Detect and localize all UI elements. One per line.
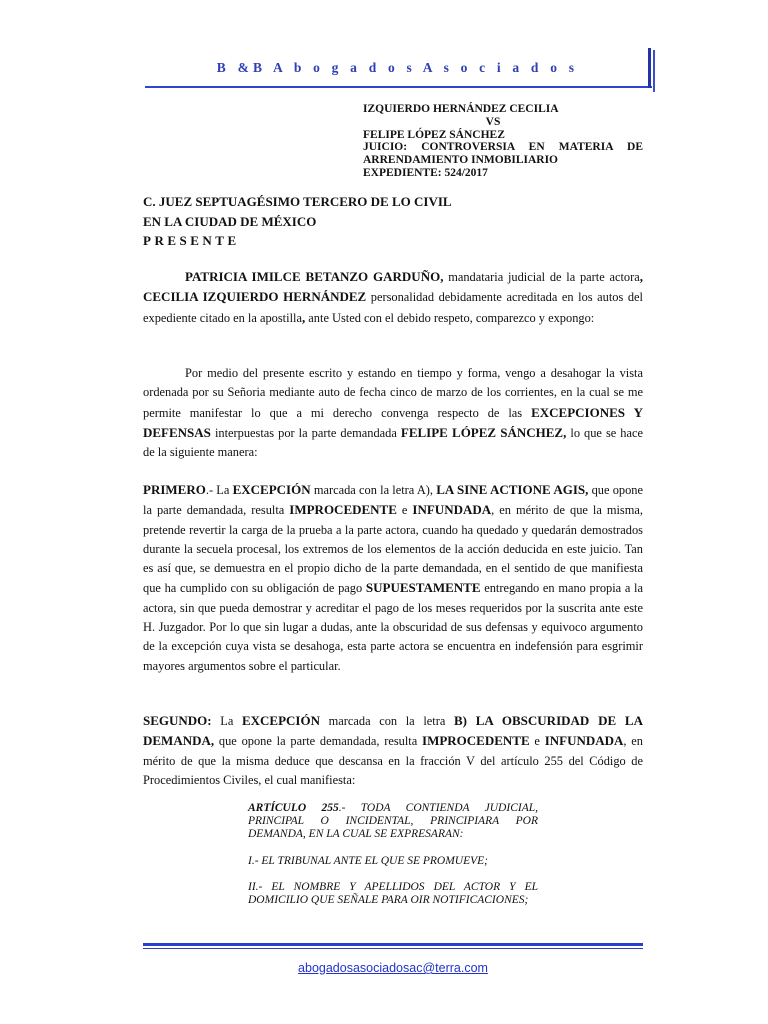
plaintiff-name: , CECILIA IZQUIERDO HERNÁNDEZ bbox=[143, 269, 643, 305]
paragraph-text: mandataria judicial de la parte actora bbox=[443, 270, 640, 284]
footer-rule bbox=[143, 943, 643, 946]
quote-fraction-two: II.- EL NOMBRE Y APELLIDOS DEL ACTOR Y EL DOMICILIO QUE SEÑALE PARA OIR NOTIFICACIONES; bbox=[248, 880, 538, 907]
paragraph-text: entregando en mano propia a la actora, sin que pueda demostrar y acreditar el pago de los meses requeridos por la suscrita ante este H. Juzgador. Por lo que sin lugar a dudas, ante la obscuridad de sus defensas y equivoco argumento de la excepción cuya vista se desahoga, esta parte actora se encuentra en indefensión para esgrimir mayores argumentos sobre el particular. bbox=[143, 581, 643, 673]
paragraph-text: La bbox=[211, 714, 242, 728]
case-file-number: EXPEDIENTE: 524/2017 bbox=[363, 166, 488, 179]
paragraph-second-exception bbox=[143, 711, 643, 790]
quote-spacer bbox=[248, 868, 538, 881]
paragraph-text: marcada con la letra bbox=[319, 714, 454, 728]
firm-name-header: B &B A b o g a d o s A s o c i a d o s bbox=[216, 60, 579, 75]
paragraph-text: , en mérito de que la misma, pretende revertir la carga de la prueba a la parte actora, cuando ha quedado y quedarán demostrados durante la secuela procesal, los extremos de los elementos de la acción deducida en este juicio. Tan es así que, se demuestra en el propio dicho de la parte demandada, en el sentido de que manifiesta que ha cumplido con su obligación de pago bbox=[143, 503, 643, 596]
representative-name: PATRICIA IMILCE BETANZO GARDUÑO, bbox=[185, 269, 444, 284]
paragraph-text: lo que se hace de la siguiente manera: bbox=[143, 425, 643, 460]
quote-fraction-one: I.- EL TRIBUNAL ANTE EL QUE SE PROMUEVE; bbox=[248, 854, 489, 867]
paragraph-text: interpuestas por la parte demandada bbox=[210, 425, 401, 440]
quote-text: .- TODA CONTIENDA JUDICIAL, PRINCIPAL O INCIDENTAL, PRINCIPIARA POR DEMANDA, EN LA CUAL SE EXPRESARAN: bbox=[248, 802, 538, 841]
paragraph-first-exception bbox=[143, 480, 643, 676]
paragraph-emphasis: SEGUNDO: bbox=[143, 713, 212, 728]
case-trial-line2: ARRENDAMIENTO INMOBILIARIO bbox=[363, 154, 558, 167]
footer-rule-thin bbox=[143, 948, 643, 949]
addressee-present: PRESENTE bbox=[143, 233, 240, 248]
paragraph-text: que opone la parte demandada, resulta bbox=[214, 734, 423, 749]
footer-email-link[interactable]: abogadosasociadosac@terra.com bbox=[298, 961, 488, 975]
paragraph-emphasis: LA SINE ACTIONE AGIS, bbox=[436, 482, 589, 497]
quote-article-number: ARTÍCULO 255 bbox=[248, 802, 339, 814]
paragraph-introduction bbox=[143, 267, 643, 328]
case-versus: VS bbox=[485, 115, 501, 128]
paragraph-emphasis: PRIMERO bbox=[143, 482, 206, 497]
paragraph-text: Por medio del presente escrito y estando en tiempo y forma, vengo a desahogar la vista ordenada por su Señoria mediante auto de fecha cinco de marzo de los corrientes, en la cual se me permite manifestar lo que a mi derecho convenga respecto de las bbox=[143, 366, 643, 420]
paragraph-text: , bbox=[301, 309, 306, 325]
paragraph-text: e bbox=[396, 503, 413, 518]
paragraph-emphasis: EXCEPCIÓN bbox=[232, 482, 311, 497]
addressee-judge: C. JUEZ SEPTUAGÉSIMO TERCERO DE LO CIVIL bbox=[143, 194, 452, 209]
paragraph-text: , en mérito de que la misma deduce que descansa en la fracción V del artículo 255 del Código de Procedimientos Civiles, el cual manifiesta: bbox=[143, 734, 643, 787]
quoted-article bbox=[248, 802, 538, 907]
paragraph-text: marcada con la letra A), bbox=[310, 483, 437, 497]
case-heading bbox=[363, 103, 643, 180]
case-trial-line1: JUICIO: CONTROVERSIA EN MATERIA DE bbox=[363, 141, 643, 154]
paragraph-emphasis: B) LA OBSCURIDAD DE LA DEMANDA, bbox=[143, 713, 643, 749]
paragraph-emphasis: EXCEPCIÓN bbox=[241, 713, 320, 728]
paragraph-text: que opone la parte demandada, resulta bbox=[143, 483, 643, 518]
paragraph-emphasis: IMPROCEDENTE bbox=[289, 502, 397, 518]
addressee-block bbox=[143, 192, 452, 251]
header-vertical-bar-secondary bbox=[653, 50, 655, 92]
quote-spacer bbox=[248, 842, 538, 855]
paragraph-text: ante Usted con el debido respeto, comparezco y expongo: bbox=[305, 310, 595, 325]
paragraph-emphasis: INFUNDADA bbox=[412, 502, 492, 518]
addressee-city: EN LA CIUDAD DE MÉXICO bbox=[143, 213, 317, 229]
paragraph-text: personalidad debidamente acreditada en los autos del expediente citado en la apostilla bbox=[143, 290, 643, 325]
paragraph-emphasis: EXCEPCIONES Y DEFENSAS bbox=[143, 404, 643, 440]
paragraph-emphasis: SUPUESTAMENTE bbox=[365, 580, 481, 596]
case-plaintiff: IZQUIERDO HERNÁNDEZ CECILIA bbox=[363, 103, 559, 115]
header-rule bbox=[145, 86, 652, 88]
paragraph-text: .- La bbox=[205, 483, 233, 497]
paragraph-purpose bbox=[143, 364, 643, 462]
paragraph-emphasis: FELIPE LÓPEZ SÁNCHEZ, bbox=[400, 424, 567, 440]
case-defendant: FELIPE LÓPEZ SÁNCHEZ bbox=[363, 128, 505, 141]
paragraph-text: e bbox=[529, 734, 545, 749]
header-vertical-bar bbox=[648, 48, 651, 88]
paragraph-emphasis: IMPROCEDENTE bbox=[422, 733, 530, 749]
paragraph-emphasis: INFUNDADA bbox=[544, 733, 624, 749]
